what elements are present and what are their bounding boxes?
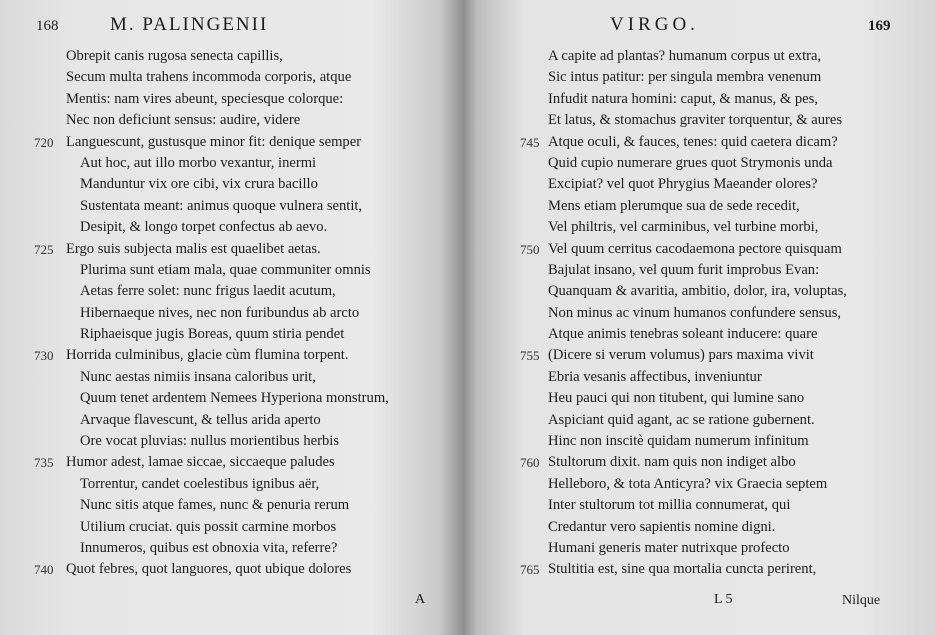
verse-line [548,196,847,217]
signature-mark: L 5 [714,592,733,607]
verse-line [520,132,847,153]
verse-text: Non minus ac vinum humanos confundere sensus, [548,304,842,321]
verse-text: (Dicere si verum volumus) pars maxima vivit [548,347,814,364]
verse-text: Horrida culminibus, glacie cùm flumina torpent. [66,347,349,364]
line-number: 755 [520,348,540,364]
verse-block [34,46,389,581]
verse-line [66,431,389,452]
verse-text: Ore vocat pluvias: nullus morientibus herbis [80,433,339,450]
verse-text: Nunc aestas nimiis insana caloribus urit, [80,368,316,385]
verse-text: Obrepit canis rugosa senecta capillis, [66,48,283,64]
verse-line [66,281,389,302]
line-number: 735 [34,455,54,471]
verse-line [548,410,847,431]
verse-line [66,517,389,538]
verse-text: Mens etiam plerumque sua de sede recedit, [548,197,800,214]
verse-text: Aetas ferre solet: nunc frigus laedit acutum, [80,283,336,300]
verse-text: Sic intus patitur: per singula membra venenum [548,69,822,86]
verse-line [548,517,847,538]
verse-line [66,110,389,131]
verse-text: Mentis: nam vires abeunt, speciesque colorque: [66,90,344,107]
right-page [470,0,935,635]
verse-text: Humor adest, lamae siccae, siccaeque paludes [66,454,335,471]
verse-line [548,431,847,452]
running-head: M. PALINGENII [110,14,269,35]
verse-line [548,89,847,110]
page-number: 168 [36,18,59,34]
verse-text: Excipiat? vel quot Phrygius Maeander olores? [548,176,818,193]
verse-text: Riphaeisque jugis Boreas, quum stiria pendet [80,326,345,343]
verse-line [66,410,389,431]
verse-line [66,388,389,409]
verse-text: Et latus, & stomachus graviter torquentur, & aures [548,112,843,129]
line-number: 750 [520,241,540,257]
verse-text: Atque animis tenebras soleant inducere: quare [548,326,818,343]
page-number: 169 [868,18,891,34]
verse-text: Hinc non inscitè quidam numerum infinitum [548,433,809,450]
verse-text: A capite ad plantas? humanum corpus ut extra, [548,48,822,64]
verse-line [66,495,389,516]
verse-line [34,345,389,366]
verse-line [66,196,389,217]
verse-text: Utilium cruciat. quis possit carmine morbos [80,518,337,535]
verse-text: Heu pauci qui non titubent, qui lumine sano [548,390,805,407]
verse-line [548,110,847,131]
verse-text: Ergo suis subjecta malis est quaelibet aetas. [66,240,321,257]
verse-text: Helleboro, & tota Anticyra? vix Graecia septem [548,475,828,492]
verse-line [66,217,389,238]
verse-line [548,324,847,345]
verse-text: Aspiciant quid agant, ac se ratione gubernent. [548,411,815,428]
verse-line [66,153,389,174]
verse-text: Infudit natura homini: caput, & manus, & pes, [548,90,818,107]
verse-line [548,388,847,409]
verse-text: Innumeros, quibus est obnoxia vita, referre? [80,539,338,556]
verse-line [548,281,847,302]
catchword: Nilque [842,593,881,608]
line-number: 725 [34,241,54,257]
verse-text: Quum tenet ardentem Nemees Hyperiona monstrum, [80,390,389,407]
verse-line [34,452,389,473]
verse-text: Quanquam & avaritia, ambitio, dolor, ira, voluptas, [548,283,847,300]
verse-line [548,303,847,324]
verse-line [34,559,389,580]
verse-text: Arvaque flavescunt, & tellus arida aperto [80,411,321,428]
verse-text: Hibernaeque nives, nec non furibundus ab arcto [80,304,360,321]
verse-text: Stultorum dixit. nam quis non indiget albo [548,454,796,471]
verse-text: Stultitia est, sine qua mortalia cuncta perirent, [548,561,817,578]
verse-text: Desipit, & longo torpet confectus ab aevo. [80,219,328,236]
verse-text: Quot febres, quot languores, quot ubique dolores [66,561,352,578]
verse-line [548,217,847,238]
verse-line [548,474,847,495]
left-page [0,0,462,635]
running-head: VIRGO. [610,14,699,35]
line-number: 730 [34,348,54,364]
line-number: 765 [520,562,540,578]
verse-line [548,367,847,388]
signature-mark: A [415,592,426,607]
verse-text: Torrentur, candet coelestibus ignibus aër, [80,475,320,492]
verse-text: Aut hoc, aut illo morbo vexantur, inermi [80,154,317,171]
verse-line [548,174,847,195]
line-number: 740 [34,562,54,578]
verse-line [520,559,847,580]
verse-text: Sustentata meant: animus quoque vulnera sentit, [80,197,363,214]
verse-line [548,153,847,174]
verse-text: Nunc sitis atque fames, nunc & penuria rerum [80,497,350,514]
verse-text: Manduntur vix ore cibi, vix crura bacillo [80,176,318,193]
verse-block [520,46,847,581]
verse-line [520,345,847,366]
verse-text: Quid cupio numerare grues quot Strymonis unda [548,154,833,171]
verse-text: Languescunt, gustusque minor fit: denique semper [66,133,362,150]
verse-line [66,538,389,559]
line-number: 745 [520,134,540,150]
verse-text: Vel quum cerritus cacodaemona pectore quisquam [548,240,842,257]
verse-text: Credantur vero sapientis nomine digni. [548,518,776,535]
verse-line [548,495,847,516]
verse-line [66,324,389,345]
verse-text: Humani generis mater nutrixque profecto [548,539,790,556]
verse-line [66,303,389,324]
verse-line [66,67,389,88]
verse-line [34,239,389,260]
verse-text: Plurima sunt etiam mala, quae communiter omnis [80,261,371,278]
verse-line [66,474,389,495]
verse-text: Ebria vesanis affectibus, inveniuntur [548,368,762,385]
verse-line [34,132,389,153]
verse-line [66,89,389,110]
verse-text: Atque oculi, & fauces, tenes: quid caetera dicam? [548,133,838,150]
verse-text: Bajulat insano, vel quum furit improbus Evan: [548,261,820,278]
verse-line [520,452,847,473]
verse-text: Secum multa trahens incommoda corporis, atque [66,69,352,86]
verse-line [520,239,847,260]
verse-line [548,67,847,88]
verse-line [66,46,389,67]
verse-text: Nec non deficiunt sensus: audire, videre [66,112,301,129]
verse-line [548,260,847,281]
verse-line [548,538,847,559]
verse-line [66,260,389,281]
verse-line [66,367,389,388]
verse-text: Vel philtris, vel carminibus, vel turbine morbi, [548,219,819,236]
line-number: 760 [520,455,540,471]
verse-line [548,46,847,67]
verse-text: Inter stultorum tot millia connumerat, qui [548,497,791,514]
verse-line [66,174,389,195]
line-number: 720 [34,134,54,150]
